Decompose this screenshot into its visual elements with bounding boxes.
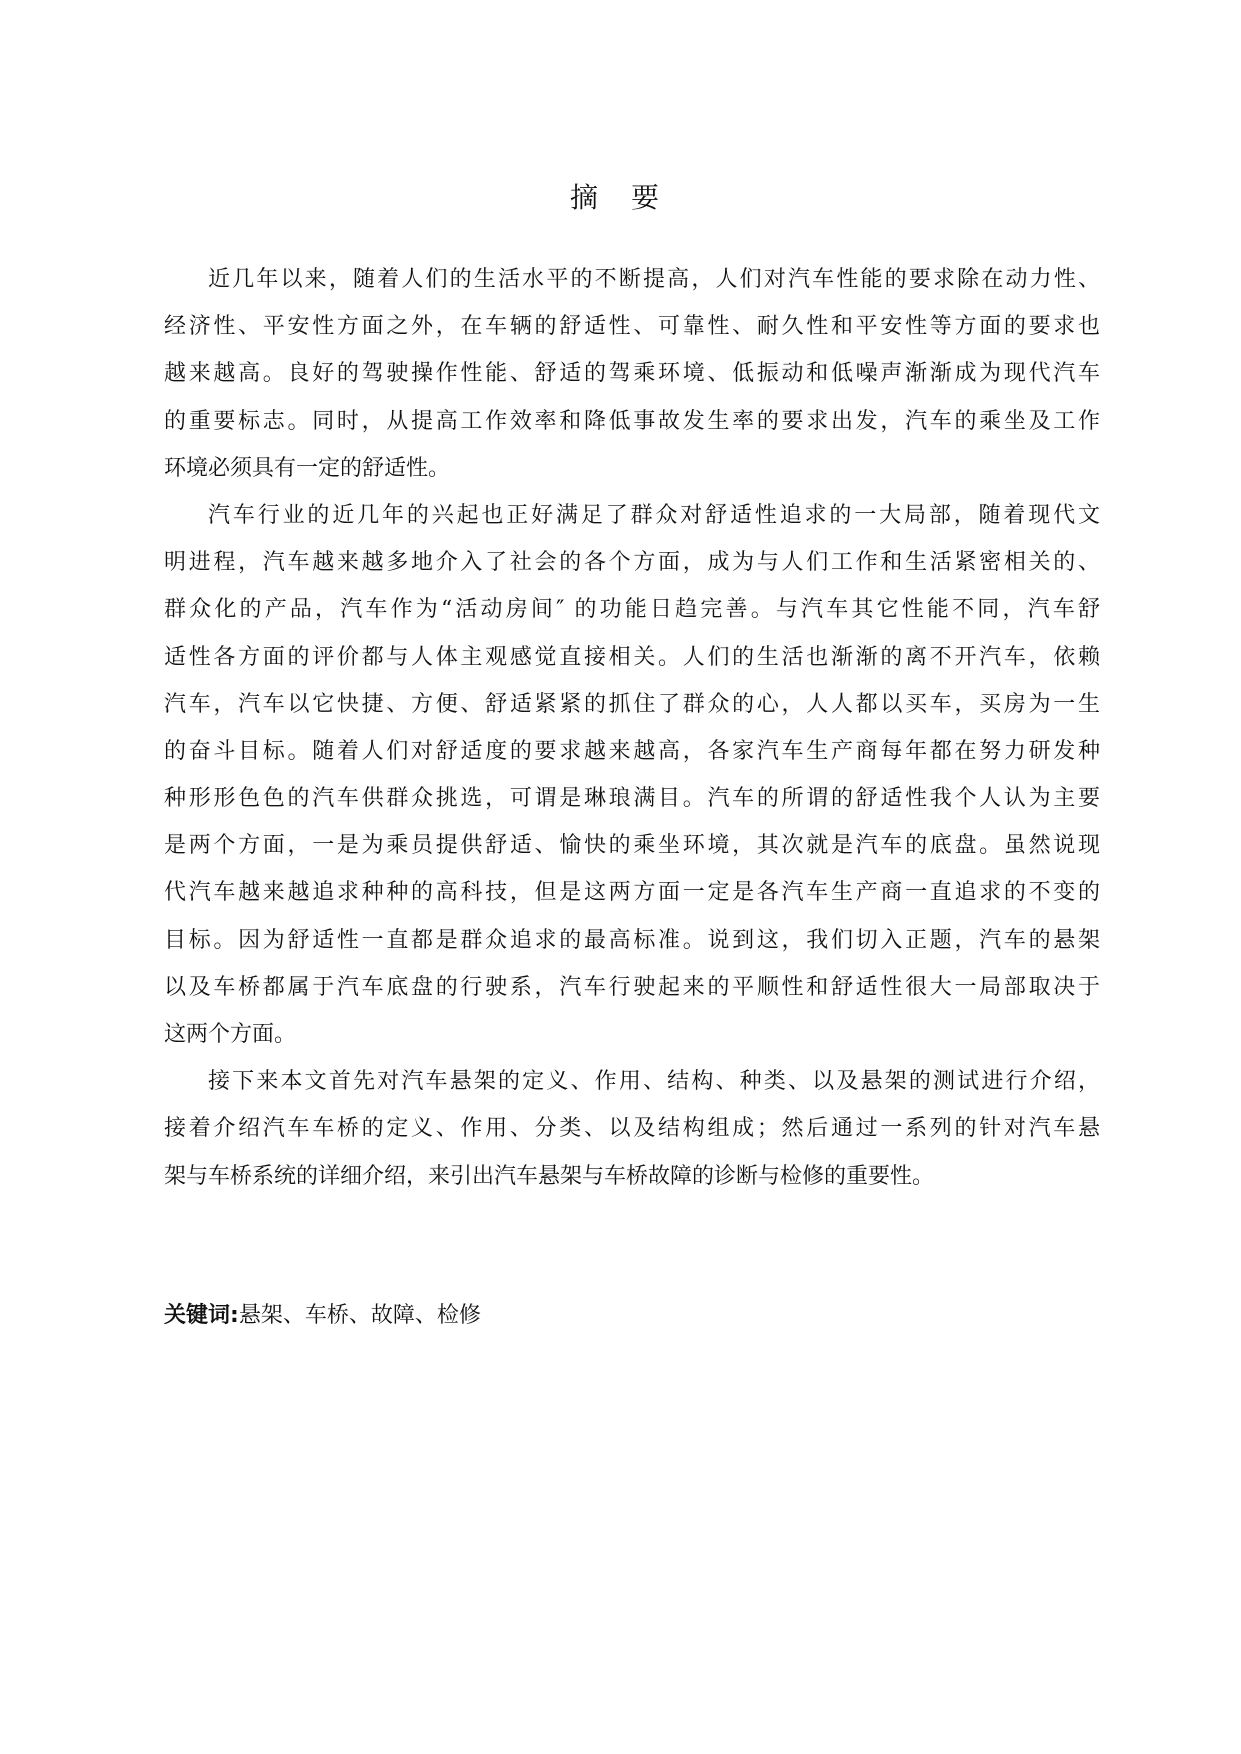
paragraph-1-line-2: 经济性、平安性方面之外，在车辆的舒适性、可靠性、耐久性和平安性等方面的要求也 (164, 314, 1100, 340)
paragraph-2-line-6: 的奋斗目标。随着人们对舒适度的要求越来越高，各家汽车生产商每年都在努力研发种 (164, 738, 1100, 764)
paragraph-2-line-10: 目标。因为舒适性一直都是群众追求的最高标准。说到这，我们切入正题，汽车的悬架 (164, 927, 1100, 953)
paragraph-1-line-5: 环境必须具有一定的舒适性。 (164, 455, 451, 481)
paragraph-2-line-3: 群众化的产品，汽车作为“活动房间″ 的功能日趋完善。与汽车其它性能不同，汽车舒 (164, 597, 1100, 623)
paragraph-2-line-12: 这两个方面。 (164, 1022, 297, 1047)
abstract-body (164, 265, 1100, 1209)
paragraph-2-line-8: 是两个方面，一是为乘员提供舒适、愉快的乘坐环境，其次就是汽车的底盘。虽然说现 (164, 833, 1100, 859)
paragraph-2-line-11: 以及车桥都属于汽车底盘的行驶系，汽车行驶起来的平顺性和舒适性很大一局部取决于 (164, 974, 1100, 1000)
paragraph-1-line-3: 越来越高。良好的驾驶操作性能、舒适的驾乘环境、低振动和低噪声渐渐成为现代汽车 (164, 361, 1100, 387)
paragraph-1-line-1: 近几年以来，随着人们的生活水平的不断提高，人们对汽车性能的要求除在动力性、 (208, 267, 1100, 292)
paragraph-3-line-1: 接下来本文首先对汽车悬架的定义、作用、结构、种类、以及悬架的测试进行介绍， (208, 1069, 1100, 1095)
keywords-line (164, 1301, 481, 1331)
paragraph-2-line-1: 汽车行业的近几年的兴起也正好满足了群众对舒适性追求的一大局部，随着现代文 (208, 502, 1100, 528)
paragraph-2-line-9: 代汽车越来越追求种种的高科技，但是这两方面一定是各汽车生产商一直追求的不变的 (164, 880, 1100, 906)
paragraph-3-line-3: 架与车桥系统的详细介绍，来引出汽车悬架与车桥故障的诊断与检修的重要性。 (164, 1163, 935, 1189)
keywords-value: 悬架、车桥、故障、检修 (238, 1303, 481, 1328)
keywords-label: 关键词: (164, 1303, 239, 1328)
paragraph-2-line-5: 汽车，汽车以它快捷、方便、舒适紧紧的抓住了群众的心，人人都以买车，买房为一生 (164, 691, 1100, 717)
paragraph-3-line-2: 接着介绍汽车车桥的定义、作用、分类、以及结构组成；然后通过一系列的针对汽车悬 (164, 1116, 1100, 1142)
paragraph-2-line-4: 适性各方面的评价都与人体主观感觉直接相关。人们的生活也渐渐的离不开汽车，依赖 (164, 644, 1100, 670)
paragraph-1-line-4: 的重要标志。同时，从提高工作效率和降低事故发生率的要求出发，汽车的乘坐及工作 (164, 408, 1100, 434)
paragraph-2-line-2: 明进程，汽车越来越多地介入了社会的各个方面，成为与人们工作和生活紧密相关的、 (164, 550, 1100, 576)
page-title: 摘 要 (570, 181, 671, 214)
paragraph-2-line-7: 种形形色色的汽车供群众挑选，可谓是琳琅满目。汽车的所谓的舒适性我个人认为主要 (164, 786, 1100, 812)
